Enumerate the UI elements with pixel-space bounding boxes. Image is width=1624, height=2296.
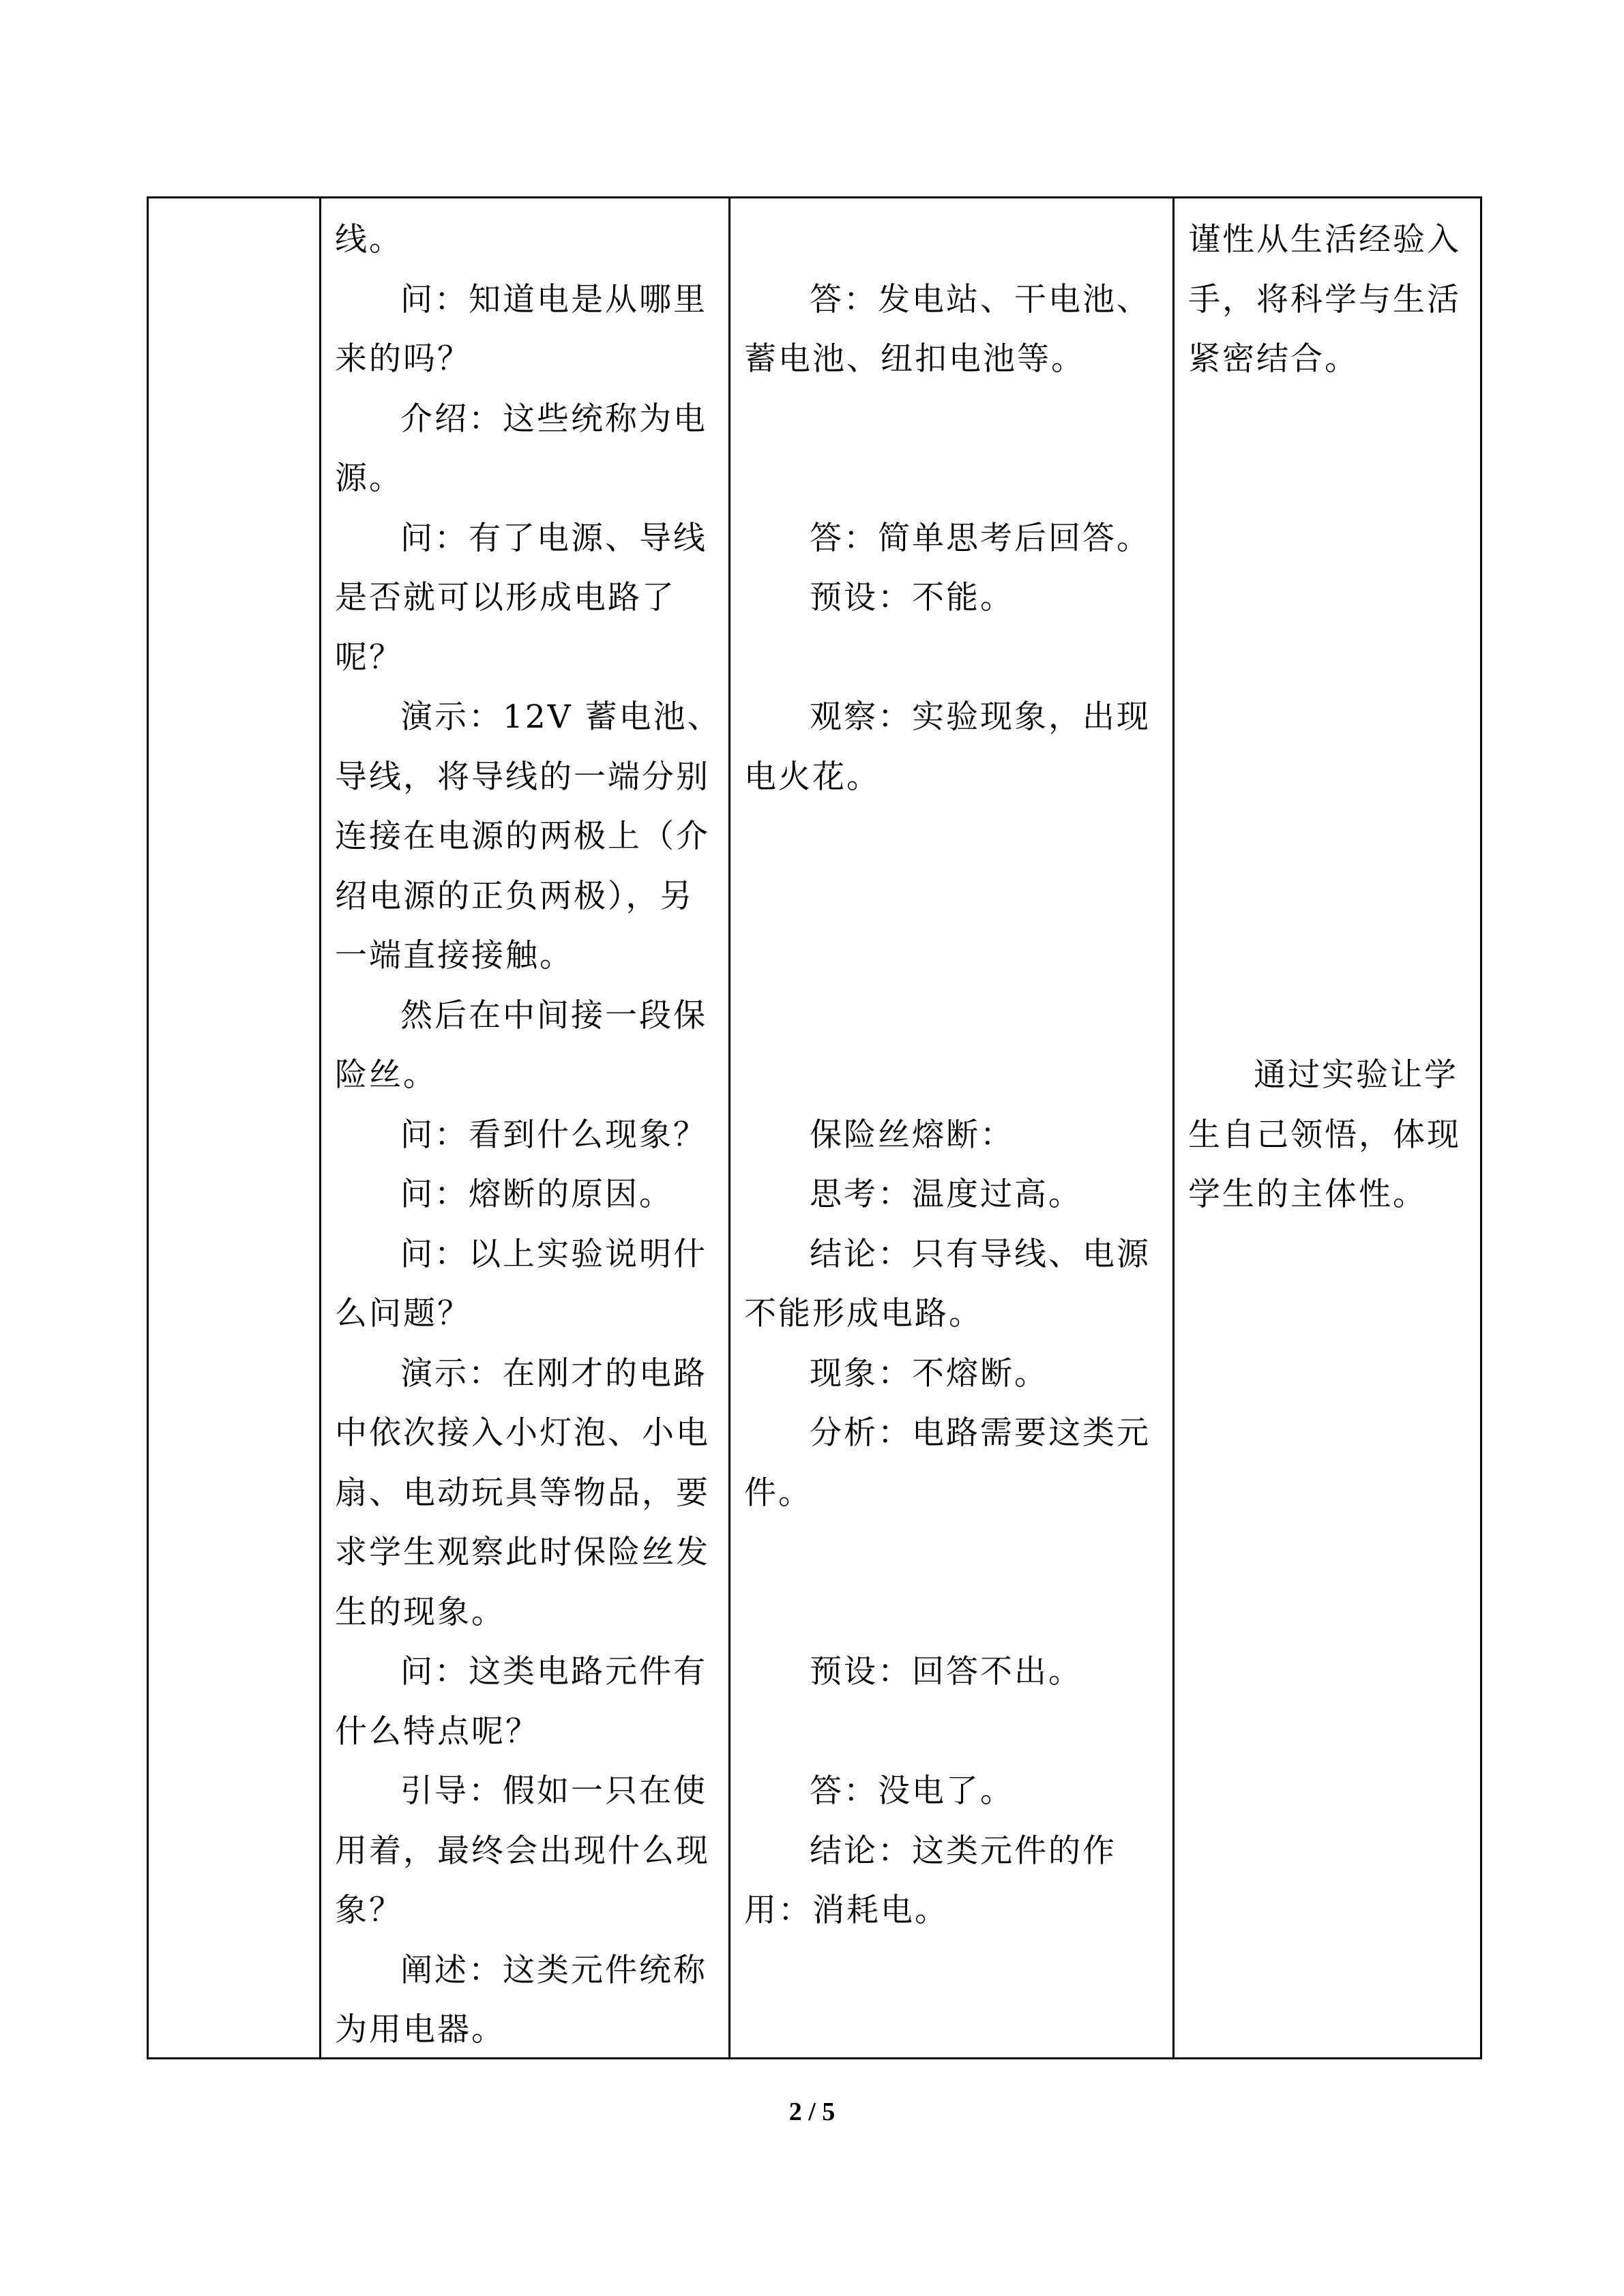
table-cell-line: 介绍：这些统称为电 <box>400 400 707 438</box>
table-cell-line: 问：以上实验说明什 <box>400 1235 707 1273</box>
table-cell-line: 么问题？ <box>335 1295 471 1332</box>
table-cell-line: 问：有了电源、导线 <box>400 519 707 557</box>
table-cell-line <box>1188 568 1473 628</box>
table-cell-line: 分析：电路需要这类元 <box>810 1414 1151 1452</box>
table-cell-line: 一端直接接触。 <box>335 937 574 974</box>
table-cell-line: 用着，最终会出现什么现 <box>335 1832 710 1870</box>
table-cell-line: 答：发电站、干电池、 <box>810 280 1151 318</box>
table-cell-line <box>744 628 1162 688</box>
table-cell-line: 观察：实验现象，出现 <box>810 698 1151 736</box>
table-cell-line <box>744 867 1162 927</box>
teacher-activity-column <box>321 196 724 2059</box>
table-cell-line: 谨性从生活经验入 <box>1188 221 1461 258</box>
table-cell-line: 线。 <box>335 221 403 258</box>
table-cell-line: 是否就可以形成电路了 <box>335 579 676 616</box>
table-cell-line: 不能形成电路。 <box>744 1295 983 1332</box>
table-cell-line: 答：简单思考后回答。 <box>810 519 1151 557</box>
table-cell-line: 结论：只有导线、电源 <box>810 1235 1151 1273</box>
table-cell-line <box>744 389 1162 449</box>
table-cell-line: 蓄电池、纽扣电池等。 <box>744 340 1085 378</box>
table-cell-line <box>1188 389 1473 449</box>
table-cell-line: 件。 <box>744 1474 812 1512</box>
table-cell-line: 象？ <box>335 1892 403 1929</box>
table-cell-line: 结论：这类元件的作 <box>810 1832 1117 1870</box>
table-cell-line: 演示：在刚才的电路 <box>400 1354 707 1392</box>
table-cell-line: 连接在电源的两极上（介 <box>335 818 710 855</box>
table-cell-line: 阐述：这类元件统称 <box>400 1951 707 1989</box>
table-cell-line <box>744 1045 1162 1105</box>
table-cell-line: 问：熔断的原因。 <box>400 1176 673 1213</box>
table-cell-line: 紧密结合。 <box>1188 340 1359 378</box>
table-cell-line: 学生的主体性。 <box>1188 1176 1427 1213</box>
design-intent-column <box>1175 196 1481 2059</box>
table-cell-line <box>1188 807 1473 867</box>
table-cell-line: 导线，将导线的一端分别 <box>335 758 710 796</box>
table-cell-line <box>1188 628 1473 688</box>
table-cell-line: 通过实验让学 <box>1254 1056 1458 1094</box>
table-cell-line: 绍电源的正负两极），另 <box>335 877 694 915</box>
table-cell-line: 什么特点呢？ <box>335 1712 540 1750</box>
table-cell-line <box>1188 867 1473 927</box>
table-cell-line <box>744 210 1162 270</box>
table-cell-line: 问：看到什么现象？ <box>400 1116 707 1154</box>
student-activity-column <box>730 196 1170 2059</box>
table-cell-line: 问：这类电路元件有 <box>400 1653 707 1690</box>
table-cell-line <box>744 449 1162 509</box>
table-cell-line <box>1188 449 1473 509</box>
table-cell-line: 来的吗？ <box>335 340 471 378</box>
table-cell-line: 用：消耗电。 <box>744 1892 949 1929</box>
page-number: 2 / 5 <box>788 2098 836 2126</box>
table-cell-line <box>1188 747 1473 807</box>
table-cell-line: 为用电器。 <box>335 2011 505 2048</box>
table-cell-line <box>744 926 1162 986</box>
table-cell-line <box>744 986 1162 1046</box>
table-cell-line: 答：没电了。 <box>810 1772 1014 1810</box>
table-cell-line: 问：知道电是从哪里 <box>400 280 707 318</box>
table-cell-line <box>744 1583 1162 1643</box>
table-cell-line <box>1188 986 1473 1046</box>
table-cell-line: 预设：回答不出。 <box>810 1653 1082 1690</box>
table-cell-line: 中依次接入小灯泡、小电 <box>335 1414 710 1452</box>
table-cell-line: 然后在中间接一段保 <box>400 996 707 1034</box>
table-cell-line <box>1188 687 1473 747</box>
table-cell-line: 电火花。 <box>744 758 881 796</box>
table-cell-line: 生的现象。 <box>335 1593 505 1631</box>
table-cell-line <box>744 1523 1162 1583</box>
table-cell-line: 生自己领悟，体现 <box>1188 1116 1461 1154</box>
table-cell-line <box>1188 926 1473 986</box>
table-cell-line: 手，将科学与生活 <box>1188 280 1461 318</box>
table-cell-line: 扇、电动玩具等物品，要 <box>335 1474 710 1512</box>
table-cell-line <box>744 807 1162 867</box>
table-cell-line: 思考：温度过高。 <box>810 1176 1082 1213</box>
table-cell-line: 源。 <box>335 460 403 497</box>
table-cell-line <box>1188 509 1473 569</box>
table-cell-line <box>744 1702 1162 1762</box>
table-cell-line: 呢？ <box>335 638 403 676</box>
table-cell-line: 保险丝熔断： <box>810 1116 1014 1154</box>
table-cell-line: 引导：假如一只在使 <box>400 1772 707 1810</box>
table-cell-line: 预设：不能。 <box>810 579 1014 616</box>
table-cell-line: 险丝。 <box>335 1056 437 1094</box>
table-cell-line: 现象：不熔断。 <box>810 1354 1048 1392</box>
table-cell-line: 演示：12V 蓄电池、 <box>400 698 722 736</box>
table-cell-line: 求学生观察此时保险丝发 <box>335 1534 710 1571</box>
